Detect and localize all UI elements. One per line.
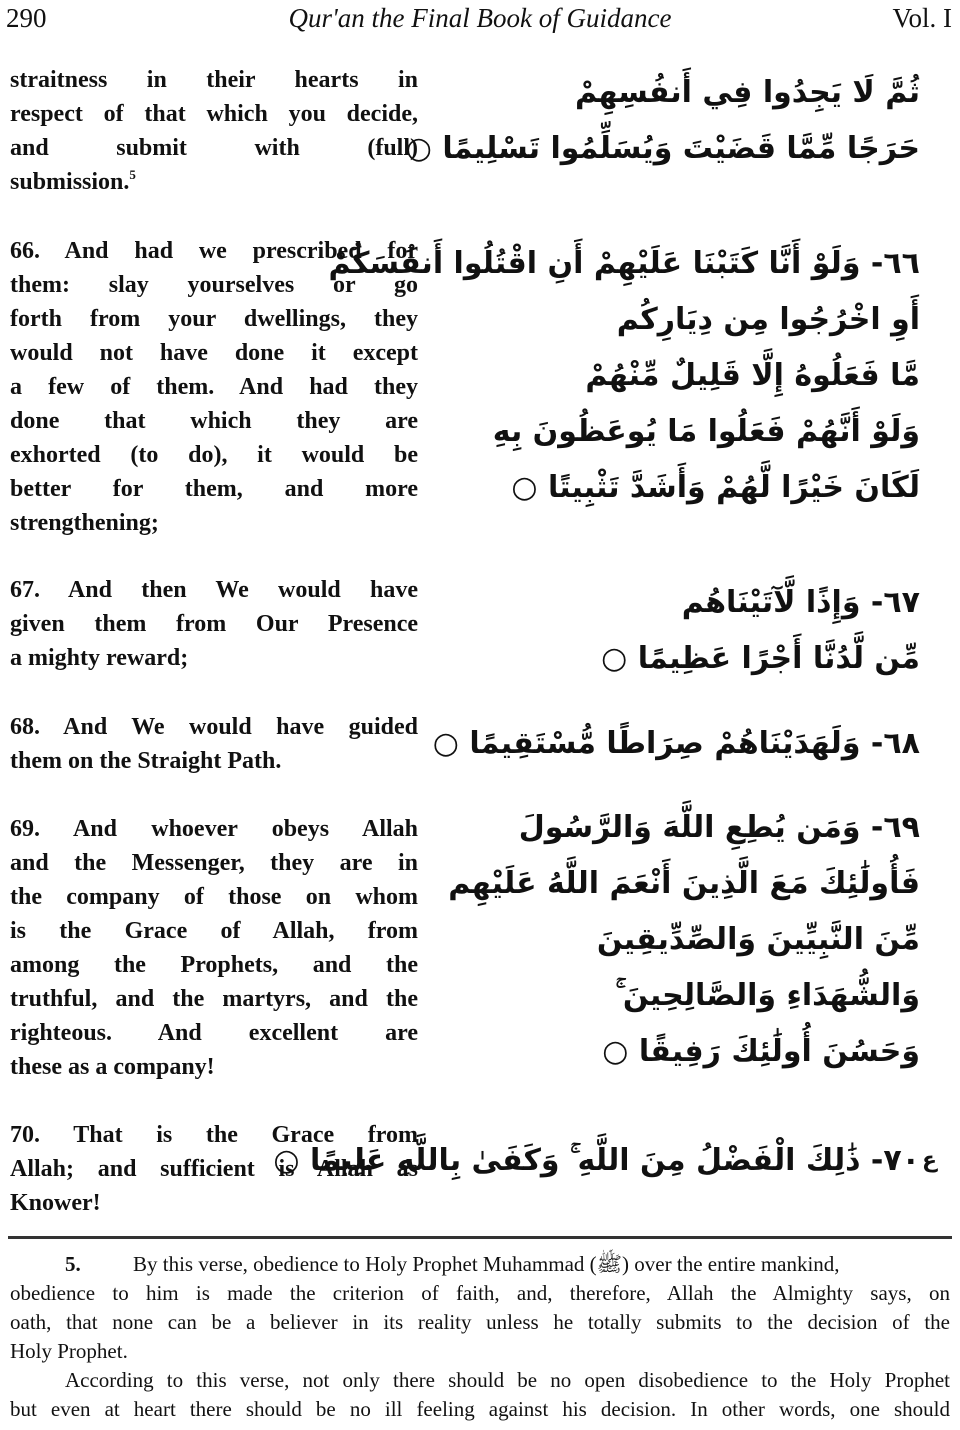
footnote-text: By this verse, obedience to Holy Prophet Muhammad (ﷺ) over the entire mankind,	[133, 1252, 840, 1276]
arabic-verse	[405, 65, 920, 177]
arabic-line: وَحَسُنَ أُولَٰئِكَ رَفِيقًا ○	[602, 1034, 920, 1069]
translation-line: straitness in their hearts in	[10, 67, 418, 93]
translation-line: given them from Our Presence	[10, 611, 418, 637]
footnote-number: 5.	[65, 1252, 81, 1276]
arabic-verse	[440, 575, 920, 687]
translation-line: is the Grace of Allah, from	[10, 918, 418, 944]
arabic-line: ٦٨- وَلَهَدَيْنَاهُمْ صِرَاطًا مُّسْتَقِيمًا ○	[432, 726, 920, 761]
translation-line: them: slay yourselves or go	[10, 272, 418, 298]
footnote-reference[interactable]: 5	[129, 167, 136, 182]
arabic-line: مَّا فَعَلُوهُ إِلَّا قَلِيلٌ مِّنْهُمْ	[585, 358, 920, 393]
footnote-divider	[8, 1236, 952, 1239]
arabic-line: لَكَانَ خَيْرًا لَّهُمْ وَأَشَدَّ تَثْبِيتًا ○	[511, 470, 920, 505]
translation-line: among the Prophets, and the	[10, 952, 418, 978]
arabic-line: مِّن لَّدُنَّا أَجْرًا عَظِيمًا ○	[601, 641, 920, 676]
verse-translation	[10, 63, 418, 199]
translation-line: would not have done it except	[10, 340, 418, 366]
arabic-verse	[432, 716, 920, 772]
arabic-verse	[273, 1133, 920, 1189]
page-number: 290	[6, 3, 47, 33]
translation-line: and the Messenger, they are in	[10, 850, 418, 876]
arabic-line: ٦٦- وَلَوْ أَنَّا كَتَبْنَا عَلَيْهِمْ أَنِ اقْتُلُوا أَنفُسَكُمْ	[328, 246, 920, 281]
translation-line: better for them, and more	[10, 476, 418, 502]
translation-line: the company of those on whom	[10, 884, 418, 910]
translation-line: righteous. And excellent are	[10, 1020, 418, 1046]
translation-line: a mighty reward;	[10, 645, 189, 671]
arabic-verse	[328, 236, 920, 516]
translation-line: done that which they are	[10, 408, 418, 434]
translation-line: strengthening;	[10, 510, 159, 536]
verse-translation	[10, 710, 418, 778]
footnote-line: but even at heart there should be no ill feeling against his decision. In other words, one should	[10, 1397, 950, 1421]
translation-line: 68. And We would have guided	[10, 714, 418, 740]
translation-line: respect of that which you decide,	[10, 101, 418, 127]
arabic-line: وَلَوْ أَنَّهُمْ فَعَلُوا مَا يُوعَظُونَ بِهِ	[492, 414, 920, 449]
arabic-line: حَرَجًا مِّمَّا قَضَيْتَ وَيُسَلِّمُوا تَسْلِيمًا ○	[405, 131, 920, 166]
translation-line: Knower!	[10, 1190, 101, 1216]
arabic-line: مِّنَ النَّبِيِّينَ وَالصِّدِّيقِينَ	[596, 922, 920, 957]
translation-line: truthful, and the martyrs, and the	[10, 986, 418, 1012]
footnote-line: Holy Prophet.	[10, 1339, 128, 1363]
translation-line: exhorted (to do), it would be	[10, 442, 418, 468]
translation-line: a few of them. And had they	[10, 374, 418, 400]
footnote	[10, 1250, 950, 1424]
translation-line: 70. That is the Grace from	[10, 1122, 418, 1148]
verse-translation	[10, 812, 418, 1084]
running-title: Qur'an the Final Book of Guidance	[288, 3, 672, 33]
arabic-line: أَوِ اخْرُجُوا مِن دِيَارِكُم	[616, 302, 920, 337]
translation-line: and submit with (full)	[10, 135, 418, 161]
arabic-line: ٦٧- وَإِذًا لَّآتَيْنَاهُم	[681, 585, 920, 620]
footnote-line	[10, 1250, 950, 1279]
volume-label: Vol. I	[892, 3, 952, 33]
arabic-line: ٧٠- ذَٰلِكَ الْفَضْلُ مِنَ اللَّهِ ۚ وَكَفَىٰ بِاللَّهِ عَلِيمًا ○	[273, 1143, 920, 1178]
translation-line: them on the Straight Path.	[10, 748, 282, 774]
translation-line: 66. And had we prescribed for	[10, 238, 418, 264]
translation-line: these as a company!	[10, 1054, 215, 1080]
translation-line: forth from your dwellings, they	[10, 306, 418, 332]
arabic-line: ثُمَّ لَا يَجِدُوا فِي أَنفُسِهِمْ	[574, 75, 920, 110]
arabic-line: وَالشُّهَدَاءِ وَالصَّالِحِينَ ۚ	[615, 978, 920, 1013]
translation-line: 69. And whoever obeys Allah	[10, 816, 418, 842]
arabic-verse	[440, 800, 920, 1080]
translation-line: Allah; and sufficient is Allah as	[10, 1156, 418, 1182]
translation-line: submission.	[10, 169, 130, 195]
arabic-line: ٦٩- وَمَن يُطِعِ اللَّهَ وَالرَّسُولَ	[518, 810, 920, 845]
footnote-line: According to this verse, not only there should be no open disobedience to the Holy Prophet	[65, 1368, 950, 1392]
arabic-line: فَأُولَٰئِكَ مَعَ الَّذِينَ أَنْعَمَ اللَّهُ عَلَيْهِم	[448, 866, 920, 901]
translation-line: 67. And then We would have	[10, 577, 418, 603]
verse-translation	[10, 573, 418, 675]
ruku-mark: ع	[922, 1148, 938, 1173]
footnote-line: obedience to him is made the criterion of faith, and, therefore, Allah the Almighty says, on	[10, 1281, 950, 1305]
footnote-line: oath, that none can be a believer in its reality unless he totally submits to the decision of the	[10, 1310, 950, 1334]
